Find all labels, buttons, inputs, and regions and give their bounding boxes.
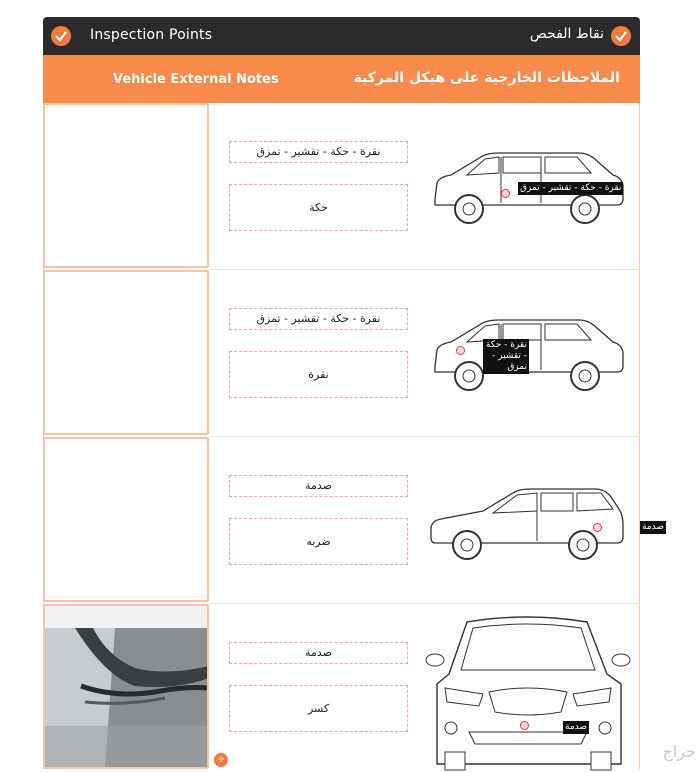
note-row xyxy=(43,604,640,771)
damage-type-label: نقرة - حكة - تقشير - تمزق xyxy=(229,141,408,163)
damage-photo[interactable] xyxy=(43,604,209,769)
vehicle-external-notes-bar xyxy=(43,55,640,103)
damage-note: حكة xyxy=(229,184,408,231)
damage-photo-empty[interactable] xyxy=(43,437,209,602)
subheader-title-en: Vehicle External Notes xyxy=(113,72,279,87)
zoom-in-icon[interactable]: + xyxy=(214,753,228,767)
car-damage-tag: صدمة xyxy=(642,522,665,532)
car-damage-tag: نقرة - حكة - تقشير - تمزق xyxy=(483,339,529,374)
header-title-en: Inspection Points xyxy=(90,27,213,43)
damage-marker-icon[interactable] xyxy=(501,189,510,198)
car-damage-tag: صدمة xyxy=(565,722,588,732)
damage-type-label: نقرة - حكة - تقشير - تمزق xyxy=(229,308,408,330)
car-front-view xyxy=(423,614,633,772)
note-row xyxy=(43,103,640,270)
header-title-ar: نقاط الفحص xyxy=(529,26,604,42)
damage-marker-icon[interactable] xyxy=(456,346,465,355)
car-damage-tag: نقرة - حكة - تقشير - تمزق xyxy=(520,183,622,193)
damage-photo-empty[interactable] xyxy=(43,270,209,435)
damage-photo-empty[interactable] xyxy=(43,103,209,268)
damage-type-label: صدمة xyxy=(229,642,408,664)
subheader-title-ar: الملاحظات الخارجية على هيكل المركبة xyxy=(353,70,620,86)
watermark-logo: حراج xyxy=(662,742,696,761)
check-badge-icon xyxy=(51,26,71,46)
check-badge-icon xyxy=(611,26,631,46)
note-row xyxy=(43,270,640,437)
note-row xyxy=(43,437,665,604)
damage-note: كسر xyxy=(229,685,408,732)
inspection-points-header xyxy=(43,17,640,55)
damage-marker-icon[interactable] xyxy=(593,523,602,532)
damage-note: ضربه xyxy=(229,518,408,565)
damage-marker-icon[interactable] xyxy=(520,721,529,730)
damaged-bumper-photo xyxy=(45,606,209,769)
damage-type-label: صدمة xyxy=(229,475,408,497)
damage-note: نقرة xyxy=(229,351,408,398)
